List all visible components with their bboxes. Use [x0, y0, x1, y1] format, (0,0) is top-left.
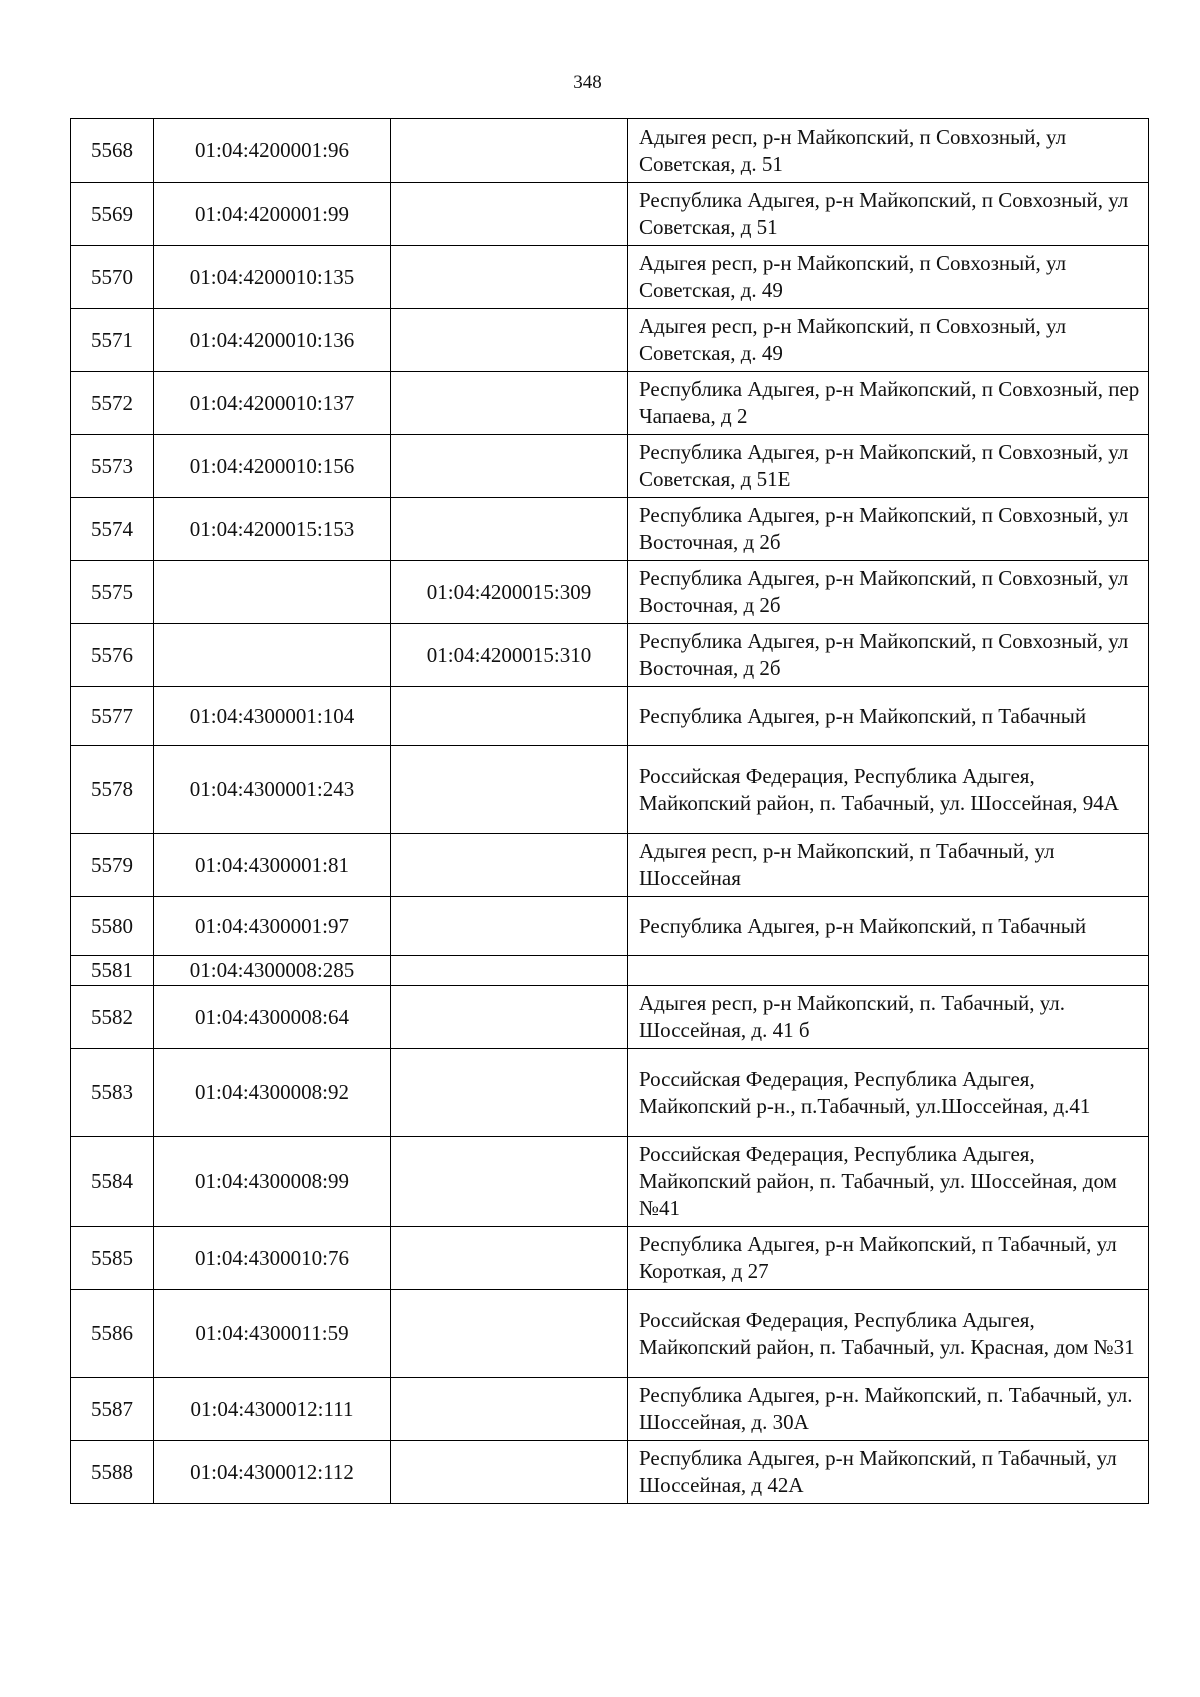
table-row	[71, 834, 1149, 897]
row-number-cell: 5569	[71, 183, 154, 246]
address-cell: Республика Адыгея, р-н Майкопский, п Совхозный, ул Восточная, д 2б	[628, 624, 1149, 687]
registry-table	[70, 118, 1149, 1504]
parent-cadastral-number-cell	[391, 498, 628, 561]
address-cell: Адыгея респ, р-н Майкопский, п Совхозный, ул Советская, д. 51	[628, 119, 1149, 183]
row-number-cell: 5570	[71, 246, 154, 309]
address-cell: Адыгея респ, р-н Майкопский, п. Табачный, ул. Шоссейная, д. 41 б	[628, 986, 1149, 1049]
table-row	[71, 956, 1149, 986]
cadastral-number-cell: 01:04:4200015:153	[154, 498, 391, 561]
parent-cadastral-number-cell	[391, 986, 628, 1049]
cadastral-number-cell: 01:04:4300001:97	[154, 897, 391, 956]
parent-cadastral-number-cell	[391, 119, 628, 183]
page-number: 348	[573, 72, 602, 93]
cadastral-number-cell: 01:04:4200010:156	[154, 435, 391, 498]
parent-cadastral-number-cell: 01:04:4200015:310	[391, 624, 628, 687]
table-row	[71, 687, 1149, 746]
row-number-cell: 5582	[71, 986, 154, 1049]
row-number-cell: 5571	[71, 309, 154, 372]
cadastral-number-cell: 01:04:4300012:112	[154, 1441, 391, 1504]
table-row	[71, 372, 1149, 435]
cadastral-number-cell: 01:04:4300011:59	[154, 1290, 391, 1378]
table-row	[71, 435, 1149, 498]
cadastral-number-cell: 01:04:4300001:104	[154, 687, 391, 746]
parent-cadastral-number-cell	[391, 897, 628, 956]
cadastral-number-cell: 01:04:4300001:81	[154, 834, 391, 897]
address-cell: Российская Федерация, Республика Адыгея, Майкопский р-н., п.Табачный, ул.Шоссейная, д.41	[628, 1049, 1149, 1137]
table-row	[71, 561, 1149, 624]
cadastral-number-cell	[154, 561, 391, 624]
table-row	[71, 498, 1149, 561]
address-cell: Адыгея респ, р-н Майкопский, п Совхозный, ул Советская, д. 49	[628, 309, 1149, 372]
cadastral-number-cell: 01:04:4200010:136	[154, 309, 391, 372]
cadastral-number-cell	[154, 624, 391, 687]
parent-cadastral-number-cell	[391, 1049, 628, 1137]
cadastral-number-cell: 01:04:4300010:76	[154, 1227, 391, 1290]
address-cell: Российская Федерация, Республика Адыгея, Майкопский район, п. Табачный, ул. Красная, дом №31	[628, 1290, 1149, 1378]
address-cell	[628, 956, 1149, 986]
address-cell: Республика Адыгея, р-н Майкопский, п Табачный, ул Шоссейная, д 42А	[628, 1441, 1149, 1504]
parent-cadastral-number-cell	[391, 183, 628, 246]
address-cell: Республика Адыгея, р-н Майкопский, п Совхозный, ул Восточная, д 2б	[628, 498, 1149, 561]
parent-cadastral-number-cell	[391, 1227, 628, 1290]
address-cell: Российская Федерация, Республика Адыгея, Майкопский район, п. Табачный, ул. Шоссейная, дом №41	[628, 1137, 1149, 1227]
parent-cadastral-number-cell: 01:04:4200015:309	[391, 561, 628, 624]
row-number-cell: 5579	[71, 834, 154, 897]
parent-cadastral-number-cell	[391, 1441, 628, 1504]
parent-cadastral-number-cell	[391, 956, 628, 986]
table-row	[71, 1137, 1149, 1227]
parent-cadastral-number-cell	[391, 372, 628, 435]
cadastral-number-cell: 01:04:4300008:99	[154, 1137, 391, 1227]
row-number-cell: 5575	[71, 561, 154, 624]
address-cell: Республика Адыгея, р-н Майкопский, п Совхозный, ул Советская, д 51Е	[628, 435, 1149, 498]
address-cell: Российская Федерация, Республика Адыгея, Майкопский район, п. Табачный, ул. Шоссейная, 94А	[628, 746, 1149, 834]
row-number-cell: 5587	[71, 1378, 154, 1441]
table-row	[71, 624, 1149, 687]
table-row	[71, 746, 1149, 834]
row-number-cell: 5578	[71, 746, 154, 834]
cadastral-number-cell: 01:04:4300001:243	[154, 746, 391, 834]
cadastral-number-cell: 01:04:4200010:137	[154, 372, 391, 435]
row-number-cell: 5577	[71, 687, 154, 746]
cadastral-number-cell: 01:04:4300008:64	[154, 986, 391, 1049]
row-number-cell: 5574	[71, 498, 154, 561]
row-number-cell: 5568	[71, 119, 154, 183]
parent-cadastral-number-cell	[391, 435, 628, 498]
row-number-cell: 5573	[71, 435, 154, 498]
row-number-cell: 5581	[71, 956, 154, 986]
row-number-cell: 5572	[71, 372, 154, 435]
table-row	[71, 1227, 1149, 1290]
cadastral-number-cell: 01:04:4200001:99	[154, 183, 391, 246]
row-number-cell: 5576	[71, 624, 154, 687]
row-number-cell: 5586	[71, 1290, 154, 1378]
table-row	[71, 1378, 1149, 1441]
table-row	[71, 1441, 1149, 1504]
table-row	[71, 309, 1149, 372]
parent-cadastral-number-cell	[391, 834, 628, 897]
address-cell: Республика Адыгея, р-н Майкопский, п Совхозный, ул Советская, д 51	[628, 183, 1149, 246]
address-cell: Адыгея респ, р-н Майкопский, п Табачный, ул Шоссейная	[628, 834, 1149, 897]
address-cell: Республика Адыгея, р-н Майкопский, п Совхозный, ул Восточная, д 2б	[628, 561, 1149, 624]
table-row	[71, 1049, 1149, 1137]
row-number-cell: 5585	[71, 1227, 154, 1290]
parent-cadastral-number-cell	[391, 746, 628, 834]
cadastral-number-cell: 01:04:4300008:92	[154, 1049, 391, 1137]
address-cell: Республика Адыгея, р-н Майкопский, п Табачный, ул Короткая, д 27	[628, 1227, 1149, 1290]
row-number-cell: 5580	[71, 897, 154, 956]
parent-cadastral-number-cell	[391, 687, 628, 746]
row-number-cell: 5588	[71, 1441, 154, 1504]
table-row	[71, 897, 1149, 956]
cadastral-number-cell: 01:04:4200001:96	[154, 119, 391, 183]
address-cell: Республика Адыгея, р-н Майкопский, п Совхозный, пер Чапаева, д 2	[628, 372, 1149, 435]
table-row	[71, 986, 1149, 1049]
table-row	[71, 119, 1149, 183]
table-row	[71, 246, 1149, 309]
address-cell: Адыгея респ, р-н Майкопский, п Совхозный, ул Советская, д. 49	[628, 246, 1149, 309]
cadastral-number-cell: 01:04:4200010:135	[154, 246, 391, 309]
parent-cadastral-number-cell	[391, 1137, 628, 1227]
parent-cadastral-number-cell	[391, 1290, 628, 1378]
cadastral-number-cell: 01:04:4300008:285	[154, 956, 391, 986]
address-cell: Республика Адыгея, р-н. Майкопский, п. Табачный, ул. Шоссейная, д. 30А	[628, 1378, 1149, 1441]
table-row	[71, 183, 1149, 246]
parent-cadastral-number-cell	[391, 246, 628, 309]
row-number-cell: 5583	[71, 1049, 154, 1137]
cadastral-number-cell: 01:04:4300012:111	[154, 1378, 391, 1441]
address-cell: Республика Адыгея, р-н Майкопский, п Табачный	[628, 897, 1149, 956]
table-row	[71, 1290, 1149, 1378]
parent-cadastral-number-cell	[391, 1378, 628, 1441]
address-cell: Республика Адыгея, р-н Майкопский, п Табачный	[628, 687, 1149, 746]
parent-cadastral-number-cell	[391, 309, 628, 372]
registry-body	[71, 119, 1149, 1504]
row-number-cell: 5584	[71, 1137, 154, 1227]
